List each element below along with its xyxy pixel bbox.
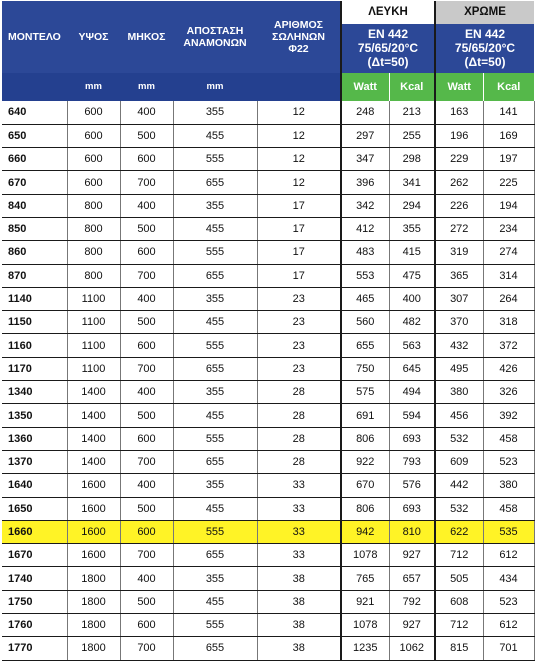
- cell-length: 500: [120, 311, 173, 334]
- table-row: [2, 264, 534, 287]
- cell-chrome-kcal: 264: [483, 287, 534, 310]
- cell-chrome-kcal: 434: [483, 567, 534, 590]
- table-row: [2, 217, 534, 240]
- cell-model: 1770: [2, 637, 67, 660]
- cell-distance: 455: [173, 217, 257, 240]
- cell-chrome-kcal: 274: [483, 241, 534, 264]
- cell-length: 400: [120, 194, 173, 217]
- cell-length: 700: [120, 637, 173, 660]
- cell-model: 660: [2, 148, 67, 171]
- table-row: [2, 148, 534, 171]
- cell-chrome-kcal: 612: [483, 544, 534, 567]
- cell-height: 1100: [67, 334, 120, 357]
- cell-white-kcal: 255: [389, 124, 435, 147]
- cell-distance: 655: [173, 171, 257, 194]
- standard-line-3: (Δt=50): [367, 55, 409, 70]
- cell-length: 700: [120, 264, 173, 287]
- cell-height: 1400: [67, 427, 120, 450]
- cell-white-kcal: 810: [389, 520, 435, 543]
- cell-tubes: 12: [257, 101, 341, 124]
- cell-height: 1600: [67, 474, 120, 497]
- cell-tubes: 38: [257, 567, 341, 590]
- cell-model: 1340: [2, 381, 67, 404]
- cell-chrome-watt: 365: [435, 264, 483, 287]
- cell-model: 1740: [2, 567, 67, 590]
- cell-height: 1600: [67, 544, 120, 567]
- cell-height: 600: [67, 171, 120, 194]
- unit-kcal-white: Kcal: [389, 73, 435, 101]
- cell-length: 500: [120, 124, 173, 147]
- cell-tubes: 12: [257, 148, 341, 171]
- cell-model: 670: [2, 171, 67, 194]
- cell-white-kcal: 294: [389, 194, 435, 217]
- cell-tubes: 28: [257, 381, 341, 404]
- cell-distance: 455: [173, 404, 257, 427]
- cell-chrome-kcal: 194: [483, 194, 534, 217]
- cell-tubes: 17: [257, 194, 341, 217]
- cell-height: 600: [67, 148, 120, 171]
- cell-tubes: 38: [257, 614, 341, 637]
- table-row: [2, 450, 534, 473]
- unit-kcal-chrome: Kcal: [483, 73, 534, 101]
- cell-chrome-watt: 196: [435, 124, 483, 147]
- table-row: [2, 497, 534, 520]
- cell-chrome-kcal: 523: [483, 590, 534, 613]
- cell-white-watt: 465: [341, 287, 389, 310]
- cell-tubes: 23: [257, 334, 341, 357]
- cell-distance: 655: [173, 544, 257, 567]
- cell-model: 1170: [2, 357, 67, 380]
- cell-white-kcal: 213: [389, 101, 435, 124]
- cell-chrome-kcal: 392: [483, 404, 534, 427]
- cell-chrome-kcal: 380: [483, 474, 534, 497]
- cell-height: 800: [67, 264, 120, 287]
- cell-white-kcal: 341: [389, 171, 435, 194]
- table-row: [2, 357, 534, 380]
- header-height: ΥΨΟΣ: [67, 1, 120, 73]
- cell-tubes: 12: [257, 171, 341, 194]
- header-white: ΛΕΥΚΗ: [341, 1, 435, 24]
- table-row: [2, 287, 534, 310]
- cell-length: 500: [120, 497, 173, 520]
- cell-white-kcal: 576: [389, 474, 435, 497]
- cell-tubes: 33: [257, 544, 341, 567]
- table-row: [2, 311, 534, 334]
- cell-distance: 655: [173, 450, 257, 473]
- standard-line-1: EN 442: [464, 27, 506, 42]
- cell-length: 600: [120, 520, 173, 543]
- table-row: [2, 334, 534, 357]
- standard-line-2: 75/65/20°C: [454, 41, 516, 56]
- cell-chrome-watt: 262: [435, 171, 483, 194]
- cell-height: 800: [67, 217, 120, 240]
- cell-white-kcal: 645: [389, 357, 435, 380]
- table-row: [2, 567, 534, 590]
- standard-line-3: (Δt=50): [464, 55, 506, 70]
- cell-model: 840: [2, 194, 67, 217]
- cell-white-kcal: 355: [389, 217, 435, 240]
- cell-white-kcal: 657: [389, 567, 435, 590]
- cell-distance: 655: [173, 357, 257, 380]
- table-row: [2, 171, 534, 194]
- cell-chrome-kcal: 701: [483, 637, 534, 660]
- cell-length: 700: [120, 450, 173, 473]
- cell-chrome-watt: 495: [435, 357, 483, 380]
- cell-chrome-watt: 609: [435, 450, 483, 473]
- cell-white-kcal: 415: [389, 241, 435, 264]
- header-model: ΜΟΝΤΕΛΟ: [2, 1, 67, 73]
- cell-height: 1800: [67, 590, 120, 613]
- standard-line-1: EN 442: [367, 27, 409, 42]
- table-row: [2, 124, 534, 147]
- cell-length: 700: [120, 171, 173, 194]
- table-row: [2, 427, 534, 450]
- unit-length: mm: [120, 73, 173, 101]
- cell-distance: 455: [173, 124, 257, 147]
- cell-white-watt: 655: [341, 334, 389, 357]
- cell-white-watt: 396: [341, 171, 389, 194]
- cell-tubes: 17: [257, 217, 341, 240]
- cell-white-kcal: 693: [389, 427, 435, 450]
- cell-model: 870: [2, 264, 67, 287]
- cell-tubes: 28: [257, 427, 341, 450]
- cell-white-watt: 765: [341, 567, 389, 590]
- table-row: [2, 101, 534, 124]
- cell-white-kcal: 793: [389, 450, 435, 473]
- cell-distance: 455: [173, 590, 257, 613]
- cell-chrome-watt: 622: [435, 520, 483, 543]
- cell-height: 1800: [67, 614, 120, 637]
- cell-white-watt: 560: [341, 311, 389, 334]
- cell-length: 600: [120, 148, 173, 171]
- cell-distance: 355: [173, 101, 257, 124]
- cell-white-watt: 942: [341, 520, 389, 543]
- cell-length: 600: [120, 334, 173, 357]
- cell-model: 1350: [2, 404, 67, 427]
- cell-model: 1650: [2, 497, 67, 520]
- cell-white-kcal: 594: [389, 404, 435, 427]
- cell-distance: 355: [173, 287, 257, 310]
- cell-height: 600: [67, 101, 120, 124]
- cell-distance: 555: [173, 427, 257, 450]
- cell-chrome-kcal: 318: [483, 311, 534, 334]
- cell-length: 700: [120, 357, 173, 380]
- cell-distance: 655: [173, 264, 257, 287]
- cell-white-watt: 670: [341, 474, 389, 497]
- cell-chrome-kcal: 523: [483, 450, 534, 473]
- unit-tubes: [257, 73, 341, 101]
- cell-chrome-watt: 163: [435, 101, 483, 124]
- cell-distance: 555: [173, 148, 257, 171]
- cell-chrome-watt: 532: [435, 427, 483, 450]
- cell-white-watt: 1078: [341, 544, 389, 567]
- cell-chrome-watt: 456: [435, 404, 483, 427]
- table-row: [2, 590, 534, 613]
- table-row: [2, 381, 534, 404]
- unit-watt-white: Watt: [341, 73, 389, 101]
- cell-chrome-watt: 712: [435, 544, 483, 567]
- cell-distance: 655: [173, 637, 257, 660]
- cell-height: 1100: [67, 287, 120, 310]
- cell-height: 1400: [67, 404, 120, 427]
- unit-height: mm: [67, 73, 120, 101]
- cell-tubes: 17: [257, 264, 341, 287]
- cell-chrome-watt: 307: [435, 287, 483, 310]
- cell-model: 640: [2, 101, 67, 124]
- cell-tubes: 38: [257, 590, 341, 613]
- cell-model: 1360: [2, 427, 67, 450]
- cell-white-watt: 1078: [341, 614, 389, 637]
- cell-distance: 355: [173, 567, 257, 590]
- cell-height: 1600: [67, 520, 120, 543]
- cell-model: 650: [2, 124, 67, 147]
- cell-height: 600: [67, 124, 120, 147]
- table-row: [2, 614, 534, 637]
- cell-chrome-kcal: 169: [483, 124, 534, 147]
- cell-white-kcal: 792: [389, 590, 435, 613]
- header-length: ΜΗΚΟΣ: [120, 1, 173, 73]
- cell-white-kcal: 400: [389, 287, 435, 310]
- cell-tubes: 33: [257, 497, 341, 520]
- cell-tubes: 33: [257, 474, 341, 497]
- cell-length: 500: [120, 590, 173, 613]
- cell-chrome-kcal: 141: [483, 101, 534, 124]
- cell-chrome-kcal: 225: [483, 171, 534, 194]
- cell-model: 1140: [2, 287, 67, 310]
- cell-white-watt: 342: [341, 194, 389, 217]
- cell-white-kcal: 1062: [389, 637, 435, 660]
- cell-length: 500: [120, 404, 173, 427]
- cell-chrome-watt: 432: [435, 334, 483, 357]
- cell-white-watt: 691: [341, 404, 389, 427]
- cell-model: 1640: [2, 474, 67, 497]
- cell-chrome-kcal: 314: [483, 264, 534, 287]
- cell-chrome-watt: 319: [435, 241, 483, 264]
- cell-chrome-watt: 532: [435, 497, 483, 520]
- cell-model: 1660: [2, 520, 67, 543]
- cell-tubes: 12: [257, 124, 341, 147]
- cell-model: 1670: [2, 544, 67, 567]
- cell-chrome-kcal: 458: [483, 497, 534, 520]
- header-distance: ΑΠΟΣΤΑΣΗ ΑΝΑΜΟΝΩΝ: [173, 1, 257, 73]
- cell-chrome-kcal: 372: [483, 334, 534, 357]
- cell-tubes: 28: [257, 450, 341, 473]
- cell-length: 600: [120, 241, 173, 264]
- cell-chrome-watt: 272: [435, 217, 483, 240]
- cell-tubes: 23: [257, 287, 341, 310]
- cell-white-watt: 412: [341, 217, 389, 240]
- cell-white-watt: 347: [341, 148, 389, 171]
- header-standard-white: [341, 24, 435, 74]
- cell-white-kcal: 475: [389, 264, 435, 287]
- radiator-spec-table: [2, 1, 535, 661]
- cell-chrome-watt: 608: [435, 590, 483, 613]
- cell-model: 1150: [2, 311, 67, 334]
- cell-distance: 355: [173, 194, 257, 217]
- cell-length: 400: [120, 474, 173, 497]
- cell-model: 1160: [2, 334, 67, 357]
- cell-length: 500: [120, 217, 173, 240]
- cell-distance: 355: [173, 474, 257, 497]
- header-standard-chrome: [435, 24, 534, 74]
- cell-chrome-watt: 442: [435, 474, 483, 497]
- unit-model: [2, 73, 67, 101]
- cell-white-watt: 575: [341, 381, 389, 404]
- standard-line-2: 75/65/20°C: [357, 41, 419, 56]
- cell-height: 800: [67, 241, 120, 264]
- cell-chrome-kcal: 426: [483, 357, 534, 380]
- cell-tubes: 17: [257, 241, 341, 264]
- unit-distance: mm: [173, 73, 257, 101]
- cell-white-kcal: 298: [389, 148, 435, 171]
- table-body: [2, 101, 534, 660]
- cell-length: 600: [120, 427, 173, 450]
- cell-height: 1400: [67, 450, 120, 473]
- cell-chrome-kcal: 535: [483, 520, 534, 543]
- table-row: [2, 544, 534, 567]
- cell-distance: 455: [173, 311, 257, 334]
- table-row: [2, 241, 534, 264]
- cell-white-watt: 921: [341, 590, 389, 613]
- cell-distance: 555: [173, 334, 257, 357]
- cell-white-watt: 248: [341, 101, 389, 124]
- header-tubes: ΑΡΙΘΜΟΣ ΣΩΛΗΝΩΝ Φ22: [257, 1, 341, 73]
- cell-chrome-watt: 505: [435, 567, 483, 590]
- cell-length: 400: [120, 567, 173, 590]
- cell-height: 800: [67, 194, 120, 217]
- cell-chrome-watt: 712: [435, 614, 483, 637]
- cell-model: 850: [2, 217, 67, 240]
- cell-chrome-kcal: 326: [483, 381, 534, 404]
- cell-length: 600: [120, 614, 173, 637]
- cell-tubes: 23: [257, 357, 341, 380]
- table-row: [2, 474, 534, 497]
- cell-chrome-kcal: 458: [483, 427, 534, 450]
- cell-white-watt: 806: [341, 497, 389, 520]
- cell-height: 1800: [67, 567, 120, 590]
- cell-tubes: 23: [257, 311, 341, 334]
- cell-white-kcal: 927: [389, 544, 435, 567]
- table-row: [2, 637, 534, 660]
- cell-model: 1370: [2, 450, 67, 473]
- cell-distance: 455: [173, 497, 257, 520]
- table-row: [2, 404, 534, 427]
- cell-chrome-kcal: 234: [483, 217, 534, 240]
- cell-white-watt: 483: [341, 241, 389, 264]
- cell-chrome-watt: 229: [435, 148, 483, 171]
- cell-chrome-watt: 815: [435, 637, 483, 660]
- cell-white-watt: 1235: [341, 637, 389, 660]
- cell-chrome-watt: 380: [435, 381, 483, 404]
- cell-length: 400: [120, 287, 173, 310]
- cell-length: 400: [120, 381, 173, 404]
- cell-white-kcal: 494: [389, 381, 435, 404]
- header-chrome: ΧΡΩΜΕ: [435, 1, 534, 24]
- cell-model: 860: [2, 241, 67, 264]
- cell-height: 1400: [67, 381, 120, 404]
- cell-tubes: 28: [257, 404, 341, 427]
- cell-white-watt: 750: [341, 357, 389, 380]
- cell-white-kcal: 563: [389, 334, 435, 357]
- cell-distance: 555: [173, 241, 257, 264]
- cell-distance: 555: [173, 614, 257, 637]
- cell-white-kcal: 693: [389, 497, 435, 520]
- cell-distance: 355: [173, 381, 257, 404]
- cell-height: 1100: [67, 357, 120, 380]
- cell-white-kcal: 482: [389, 311, 435, 334]
- cell-distance: 555: [173, 520, 257, 543]
- cell-length: 400: [120, 101, 173, 124]
- cell-height: 1100: [67, 311, 120, 334]
- cell-chrome-watt: 226: [435, 194, 483, 217]
- table-row: [2, 194, 534, 217]
- cell-tubes: 38: [257, 637, 341, 660]
- table-row: [2, 520, 534, 543]
- cell-chrome-watt: 370: [435, 311, 483, 334]
- cell-length: 700: [120, 544, 173, 567]
- cell-tubes: 33: [257, 520, 341, 543]
- cell-white-kcal: 927: [389, 614, 435, 637]
- cell-chrome-kcal: 197: [483, 148, 534, 171]
- cell-model: 1760: [2, 614, 67, 637]
- cell-model: 1750: [2, 590, 67, 613]
- cell-chrome-kcal: 612: [483, 614, 534, 637]
- cell-white-watt: 297: [341, 124, 389, 147]
- cell-height: 1600: [67, 497, 120, 520]
- cell-height: 1800: [67, 637, 120, 660]
- cell-white-watt: 806: [341, 427, 389, 450]
- cell-white-watt: 553: [341, 264, 389, 287]
- unit-watt-chrome: Watt: [435, 73, 483, 101]
- cell-white-watt: 922: [341, 450, 389, 473]
